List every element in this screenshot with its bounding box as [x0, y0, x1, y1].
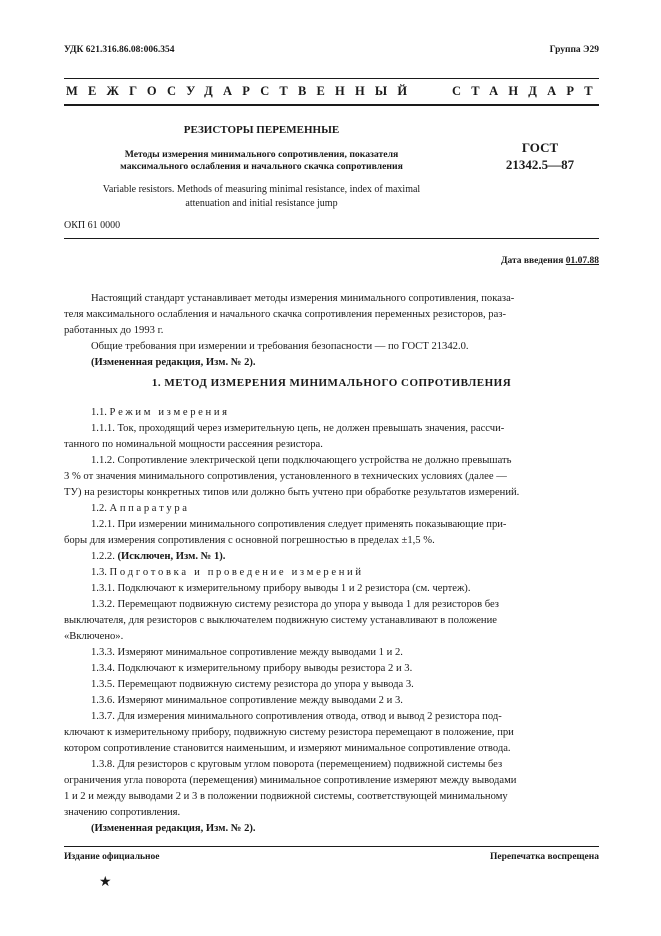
clause-1-3-7-line-3: котором сопротивление становится наименьшим, и измеряют минимальное сопротивление отвода.: [64, 743, 511, 754]
intro-line-2: теля максимального ослабления и начального скачка сопротивления переменных резисторов, раз-: [64, 309, 507, 320]
title-bottom-rule: [64, 238, 599, 239]
section-1-amendment: (Измененная редакция, Изм. № 2).: [91, 823, 256, 834]
clause-1-2: 1.2. А п п а р а т у р а: [91, 503, 187, 514]
reprint-prohibited: Перепечатка воспрещена: [489, 852, 599, 862]
clause-1-3-2-line-1: 1.3.2. Перемещают подвижную систему резистора до упора у вывода 1 для резисторов без: [91, 599, 499, 610]
clause-1-3-8-line-1: 1.3.8. Для резисторов с круговым углом поворота (перемещением) подвижной системы без: [91, 759, 503, 770]
intro-line-3: работанных до 1993 г.: [64, 325, 164, 336]
clause-1-1-1-line-2: танного по номинальной мощности рассеяния резистора.: [64, 439, 323, 450]
star-icon: ★: [99, 874, 112, 890]
clause-1-3-8-line-4: значению сопротивления.: [64, 807, 181, 818]
group-code: Группа Э29: [549, 45, 599, 55]
clause-1-1: 1.1. Р е ж и м и з м е р е н и я: [91, 407, 228, 418]
intro-date: [501, 256, 599, 266]
banner-word-1: МЕЖГОСУДАРСТВЕННЫЙ: [66, 84, 418, 98]
official-edition: Издание официальное: [64, 852, 160, 862]
intro-general-reqs: Общие требования при измерении и требования безопасности — по ГОСТ 21342.0.: [91, 341, 469, 352]
banner-word-2: СТАНДАРТ: [452, 84, 603, 98]
clause-1-3-3: 1.3.3. Измеряют минимальное сопротивление между выводами 1 и 2.: [91, 647, 403, 658]
clause-1-3-8-line-3: 1 и 2 и между выводами 2 и 3 в положении подвижной системы, соответствующей минимальному: [64, 791, 508, 802]
title-subtitle-1: Методы измерения минимального сопротивления, показателя: [124, 149, 399, 160]
clause-1-3-1: 1.3.1. Подключают к измерительному прибору выводы 1 и 2 резистора (см. чертеж).: [91, 583, 471, 594]
clause-1-1-1-line-1: 1.1.1. Ток, проходящий через измерительную цепь, не должен превышать значения, рассчи-: [91, 423, 505, 434]
clause-1-2-1-line-2: боры для измерения сопротивления с основной погрешностью в пределах ±1,5 %.: [64, 535, 435, 546]
top-rule: [64, 78, 599, 79]
clause-1-3-7-line-1: 1.3.7. Для измерения минимального сопротивления отвода, отвод и вывод 2 резистора под-: [91, 711, 502, 722]
intro-line-1: Настоящий стандарт устанавливает методы измерения минимального сопротивления, показа-: [91, 293, 515, 304]
banner-rule: [64, 104, 599, 106]
footer-rule: [64, 846, 599, 847]
clause-1-2-2: [91, 549, 599, 566]
udk-code: УДК 621.316.86.08:006.354: [64, 45, 175, 55]
intro-date-value: 01.07.88: [565, 256, 599, 266]
gost-number: 21342.5—87: [505, 157, 575, 172]
title-english-1: Variable resistors. Methods of measuring minimal resistance, index of maximal: [102, 184, 421, 195]
clause-1-2-2-text: (Исключен, Изм. № 1).: [117, 551, 226, 562]
clause-1-3-7-line-2: ключают к измерительному прибору, подвижную систему резистора перемещают в положение, при: [64, 727, 514, 738]
okp-code: ОКП 61 0000: [64, 220, 121, 231]
intro-amendment: (Измененная редакция, Изм. № 2).: [91, 357, 256, 368]
gost-label: ГОСТ: [521, 140, 559, 155]
intro-date-label: Дата введения: [500, 256, 564, 266]
title-english-2: attenuation and initial resistance jump: [185, 198, 338, 209]
clause-1-3-2-line-2: выключателя, для резисторов с выключателем подвижную систему устанавливают в положение: [64, 615, 497, 626]
clause-1-3-2-line-3: «Включено».: [64, 631, 124, 642]
clause-1-2-1-line-1: 1.2.1. При измерении минимального сопротивления следует применять показывающие при-: [91, 519, 507, 530]
clause-1-1-2-line-2: 3 % от значения минимального сопротивления, установленного в технических условиях (далее —: [64, 471, 507, 482]
clause-1-2-2-number: 1.2.2.: [91, 551, 115, 562]
clause-1-3-8-line-2: ограничения угла поворота (перемещения) минимальное сопротивление измеряют между выводами: [64, 775, 517, 786]
clause-1-3-6: 1.3.6. Измеряют минимальное сопротивление между выводами 2 и 3.: [91, 695, 403, 706]
document-title: РЕЗИСТОРЫ ПЕРЕМЕННЫЕ: [183, 124, 340, 136]
clause-1-3-4: 1.3.4. Подключают к измерительному прибору выводы резистора 2 и 3.: [91, 663, 413, 674]
clause-1-1-2-line-1: 1.1.2. Сопротивление электрической цепи подключающего устройства не должно превышать: [91, 455, 512, 466]
clause-1-3: 1.3. П о д г о т о в к а и п р о в е д е н и е и з м е р е н и й: [91, 567, 362, 578]
section-1-title: 1. МЕТОД ИЗМЕРЕНИЯ МИНИМАЛЬНОГО СОПРОТИВЛЕНИЯ: [151, 377, 512, 389]
clause-1-3-5: 1.3.5. Перемещают подвижную систему резистора до упора у вывода 3.: [91, 679, 414, 690]
clause-1-1-2-line-3: ТУ) на резисторы конкретных типов или должно быть учтено при обработке результатов измерений.: [64, 487, 520, 498]
title-subtitle-2: максимального ослабления и начального скачка сопротивления: [120, 161, 403, 172]
